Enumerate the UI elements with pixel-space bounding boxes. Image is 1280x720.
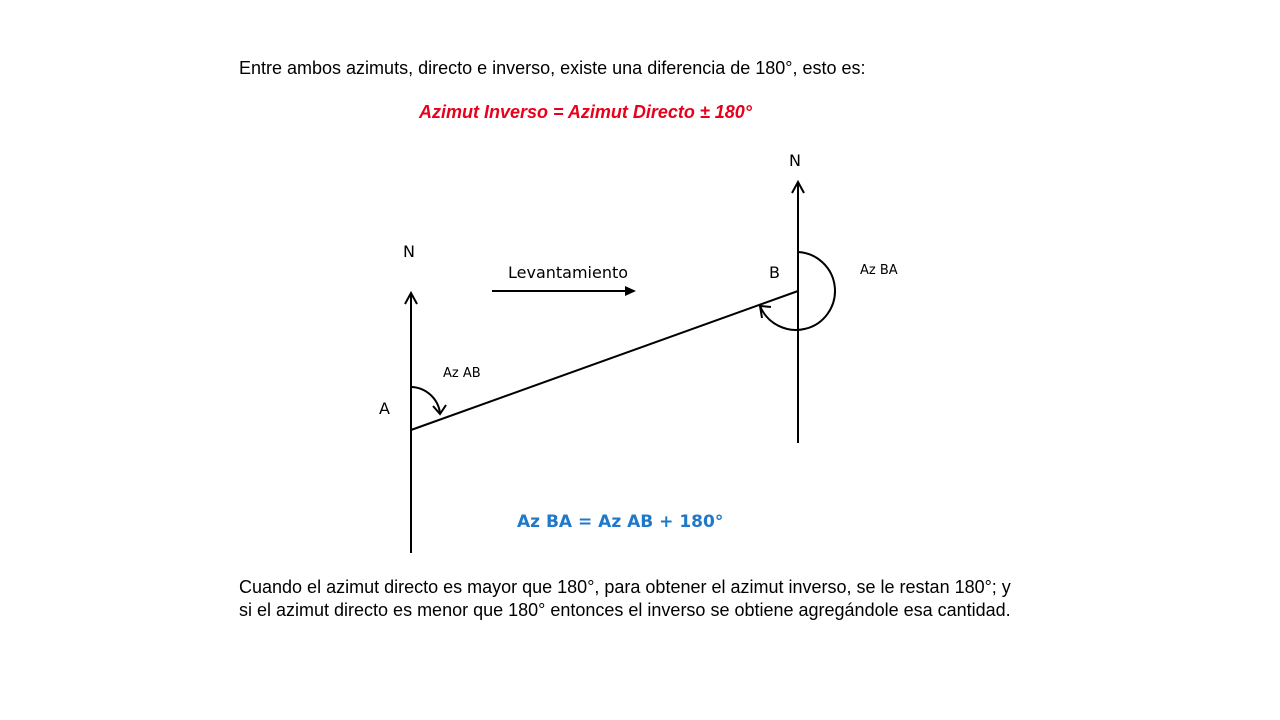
outro-text xyxy=(239,576,1011,622)
outro-line-1: Cuando el azimut directo es mayor que 180°, para obtener el azimut inverso, se le restan 180°; y xyxy=(239,577,1011,597)
intro-text: Entre ambos azimuts, directo e inverso, existe una diferencia de 180°, esto es: xyxy=(239,58,866,78)
az-ab-label: Az AB xyxy=(443,366,481,381)
az-ba-label: Az BA xyxy=(860,263,898,278)
az-ab-arc xyxy=(411,387,446,414)
equation-label: Az BA = Az AB + 180° xyxy=(517,512,724,532)
line-ab xyxy=(411,291,798,430)
north-line-b xyxy=(792,182,804,443)
formula-text: Azimut Inverso = Azimut Directo ± 180° xyxy=(419,102,752,122)
point-b-label: B xyxy=(769,263,780,282)
direction-arrow xyxy=(492,286,636,296)
north-line-a xyxy=(405,293,417,553)
north-label-a: N xyxy=(403,242,415,261)
outro-line-2: si el azimut directo es menor que 180° entonces el inverso se obtiene agregándole esa cantidad. xyxy=(239,600,1011,620)
north-label-b: N xyxy=(789,151,801,170)
direction-label: Levantamiento xyxy=(508,263,629,282)
point-a-label: A xyxy=(379,399,390,418)
